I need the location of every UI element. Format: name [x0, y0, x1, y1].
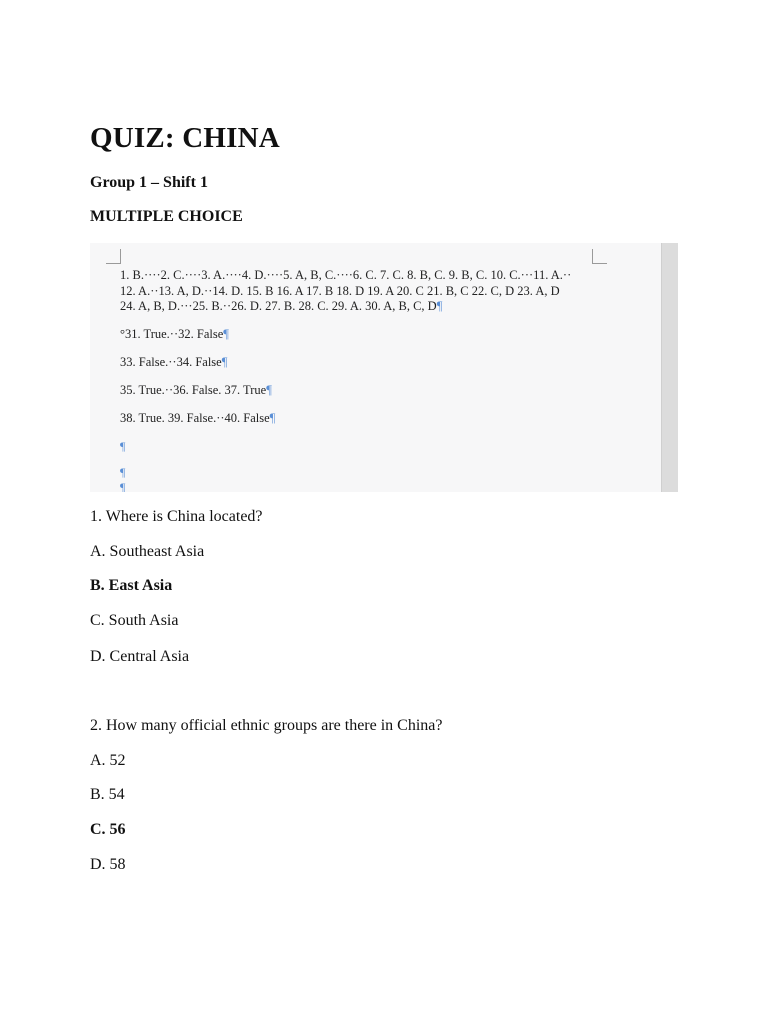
pilcrow-mark: ¶ [120, 480, 126, 492]
answer-key-block [120, 268, 571, 315]
q2-option-a: A. 52 [90, 752, 126, 769]
answer-key-line-31: °31. True.··32. False¶ [120, 327, 229, 341]
crop-mark-left [106, 249, 121, 264]
answer-key-line-2: 12. A.··13. A, D.··14. D. 15. B 16. A 17. B 18. D 19. A 20. C 21. B, C 22. C, D 23. A, D [120, 283, 560, 298]
question-2: 2. How many official ethnic groups are there in China? [90, 717, 443, 734]
q1-option-b-correct: B. East Asia [90, 577, 173, 594]
q1-option-a: A. Southeast Asia [90, 543, 205, 560]
answer-key-line-1: 1. B.····2. C.····3. A.····4. D.····5. A, B, C.····6. C. 7. C. 8. B, C. 9. B, C. 10. C.···11. A.·· [120, 268, 572, 282]
answer-key-line-35: 35. True.··36. False. 37. True¶ [120, 383, 272, 397]
quiz-title: QUIZ: CHINA [90, 122, 280, 154]
answer-key-image [90, 243, 678, 492]
pilcrow-mark: ¶ [120, 439, 126, 453]
q1-option-d: D. Central Asia [90, 648, 190, 665]
answer-key-line-33: 33. False.··34. False¶ [120, 355, 228, 369]
pilcrow-mark: ¶ [120, 465, 126, 479]
q2-option-d: D. 58 [90, 856, 126, 873]
answer-key-line-3: 24. A, B, D.···25. B.··26. D. 27. B. 28. C. 29. A. 30. A, B, C, D¶ [120, 299, 443, 313]
group-shift-label: Group 1 – Shift 1 [90, 174, 208, 191]
question-1: 1. Where is China located? [90, 508, 263, 525]
answer-key-scrollbar [661, 243, 678, 492]
q2-option-b: B. 54 [90, 786, 125, 803]
answer-key-line-38: 38. True. 39. False.··40. False¶ [120, 411, 276, 425]
q1-option-c: C. South Asia [90, 612, 179, 629]
q2-option-c-correct: C. 56 [90, 821, 126, 838]
crop-mark-right [592, 249, 607, 264]
section-heading: MULTIPLE CHOICE [90, 208, 243, 225]
